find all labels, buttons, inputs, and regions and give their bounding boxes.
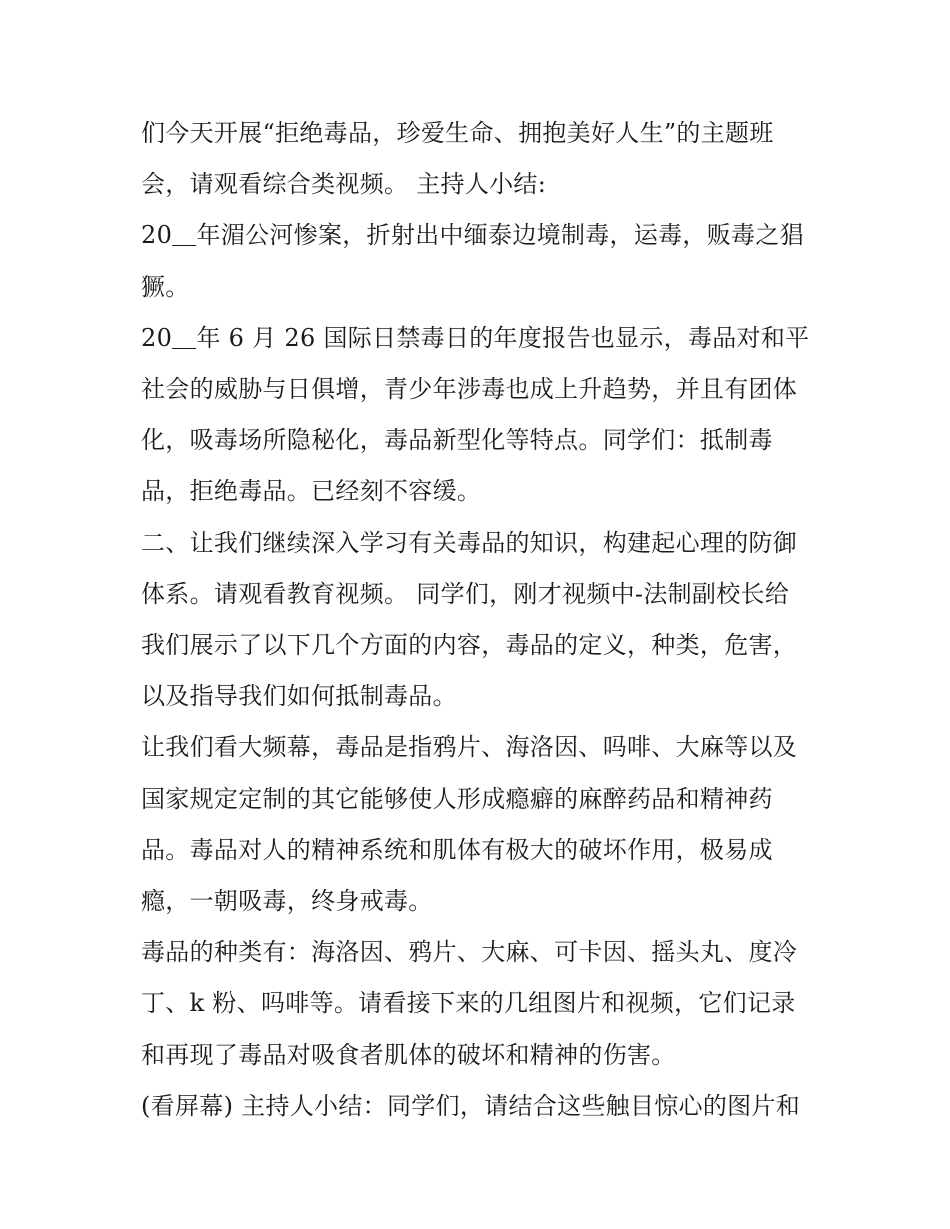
document-body xyxy=(141,108,813,1132)
paragraph: 毒品的种类有：海洛因、鸦片、大麻、可卡因、摇头丸、度冷丁、k 粉、吗啡等。请看接下来的几组图片和视频，它们记录和再现了毒品对吸食者肌体的破坏和精神的伤害。 xyxy=(141,938,798,1069)
paragraph: 们今天开展“拒绝毒品，珍爱生命、拥抱美好人生”的主题班会，请观看综合类视频。 主持人小结: xyxy=(141,119,774,199)
paragraph: 让我们看大频幕，毒品是指鸦片、海洛因、吗啡、大麻等以及国家规定定制的其它能够使人形成瘾癖的麻醉药品和精神药品。毒品对人的精神系统和肌体有极大的破坏作用，极易成瘾，一朝吸毒，终身戒毒。 xyxy=(141,733,798,916)
paragraph: 20＿年湄公河惨案，折射出中缅泰边境制毒，运毒，贩毒之猖獗。 xyxy=(141,221,804,301)
paragraph: 20＿年 6 月 26 国际日禁毒日的年度报告也显示，毒品对和平社会的威胁与日俱增，青少年涉毒也成上升趋势，并且有团体化，吸毒场所隐秘化，毒品新型化等特点。同学们：抵制毒品，拒绝毒品。已经刻不容缓。 xyxy=(141,323,810,506)
paragraph: 二、让我们继续深入学习有关毒品的知识，构建起心理的防御体系。请观看教育视频。 同学们，刚才视频中-法制副校长给我们展示了以下几个方面的内容，毒品的定义，种类，危害，以及指导我们如何抵制毒品。 xyxy=(141,528,798,711)
paragraph: (看屏幕) 主持人小结：同学们，请结合这些触目惊心的图片和 xyxy=(141,1091,801,1120)
